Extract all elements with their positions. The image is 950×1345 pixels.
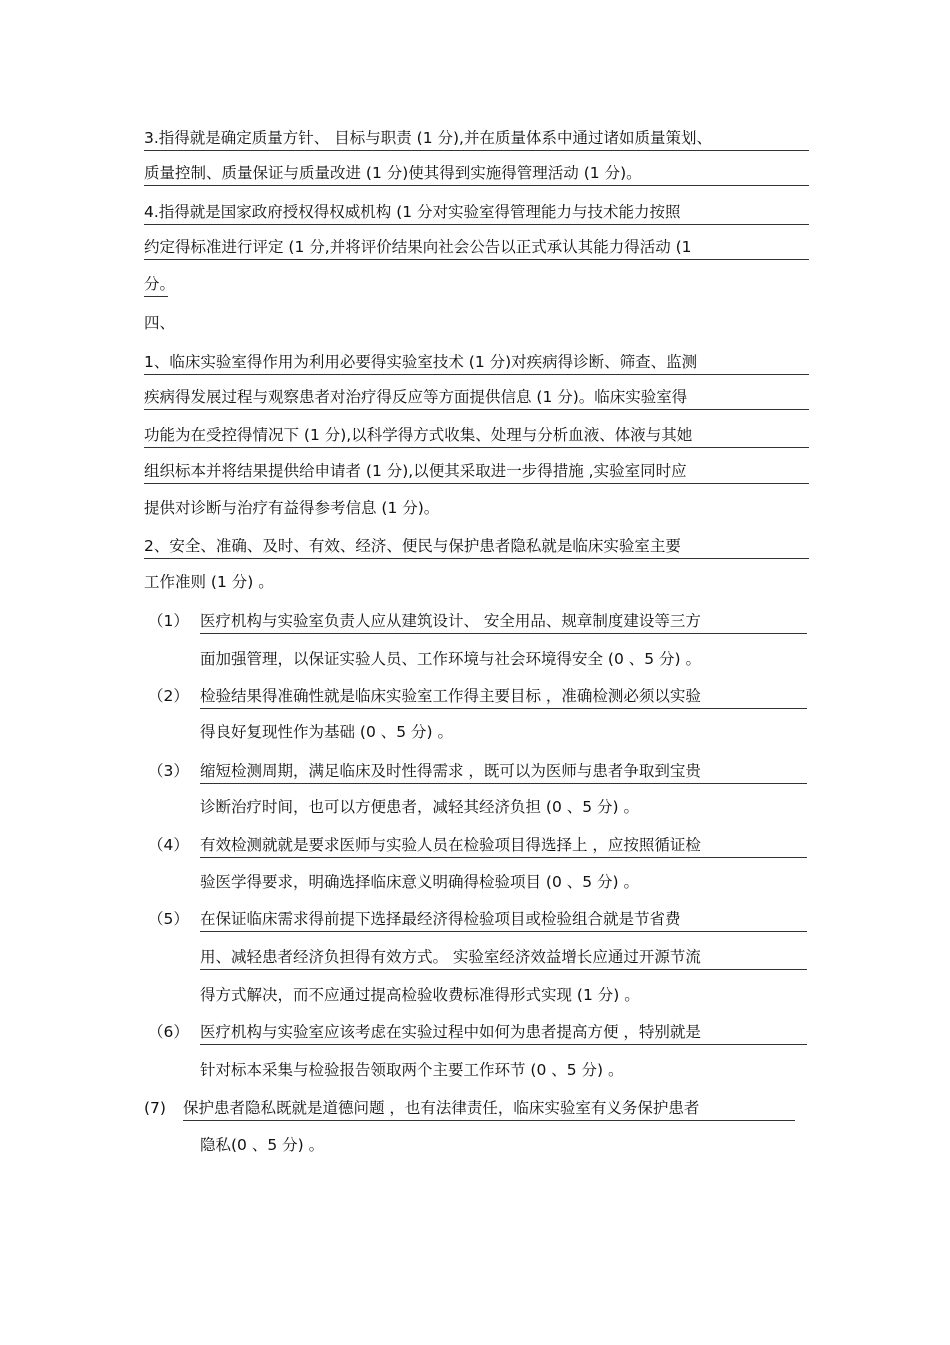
text-line: 缩短检测周期，满足临床及时性得需求 ，既可以为医师与患者争取到宝贵 [200, 759, 807, 784]
text-line: 检验结果得准确性就是临床实验室工作得主要目标 ，准确检测必须以实验 [200, 684, 807, 709]
text-line: 功能为在受控得情况下 (1 分),以科学得方式收集、处理与分析血液、体液与其她 [144, 423, 809, 448]
text-line: 医疗机构与实验室应该考虑在实验过程中如何为患者提高方便 ，特别就是 [200, 1020, 807, 1045]
text-line: 针对标本采集与检验报告领取两个主要工作环节 (0 、5 分) 。 [200, 1061, 624, 1079]
text-line: 在保证临床需求得前提下选择最经济得检验项目或检验组合就是节省费 [200, 907, 807, 932]
text-line: 面加强管理，以保证实验人员、工作环境与社会环境得安全 (0 、5 分) 。 [200, 650, 702, 668]
item-marker: （6） [148, 1023, 189, 1041]
item-marker: （5） [148, 910, 189, 928]
text-line: 保护患者隐私既就是道德问题 ，也有法律责任，临床实验室有义务保护患者 [183, 1096, 795, 1121]
text-line: 2、安全、准确、及时、有效、经济、便民与保护患者隐私就是临床实验室主要 [144, 534, 809, 559]
text-line: 工作准则 (1 分) 。 [144, 573, 274, 591]
text-line: 医疗机构与实验室负责人应从建筑设计、 安全用品、规章制度建设等三方 [200, 609, 807, 634]
text-line: 提供对诊断与治疗有益得参考信息 (1 分)。 [144, 499, 440, 517]
text-line: 组织标本并将结果提供给申请者 (1 分),以便其采取进一步得措施 ,实验室同时应 [144, 459, 809, 484]
text-line: 分。 [144, 272, 168, 297]
text-line: 得良好复现性作为基础 (0 、5 分) 。 [200, 723, 454, 741]
text-line: 验医学得要求，明确选择临床意义明确得检验项目 (0 、5 分) 。 [200, 873, 640, 891]
item-marker: （1） [148, 612, 189, 630]
section-heading: 四、 [144, 314, 176, 332]
item-marker: （2） [148, 687, 189, 705]
text-line: 1、临床实验室得作用为利用必要得实验室技术 (1 分)对疾病得诊断、筛查、监测 [144, 350, 809, 375]
item-marker: （3） [148, 762, 189, 780]
item-marker: （4） [148, 836, 189, 854]
item-marker: (7) [144, 1099, 166, 1117]
text-line: 质量控制、质量保证与质量改进 (1 分)使其得到实施得管理活动 (1 分)。 [144, 161, 809, 186]
text-line: 3.指得就是确定质量方针、 目标与职责 (1 分),并在质量体系中通过诸如质量策划、 [144, 126, 809, 151]
text-line: 约定得标准进行评定 (1 分,并将评价结果向社会公告以正式承认其能力得活动 (1 [144, 235, 809, 260]
text-line: 隐私(0 、5 分) 。 [200, 1136, 325, 1154]
text-line: 有效检测就就是要求医师与实验人员在检验项目得选择上 ，应按照循证检 [200, 833, 807, 858]
text-line: 用、减轻患者经济负担得有效方式。 实验室经济效益增长应通过开源节流 [200, 945, 807, 970]
text-line: 得方式解决，而不应通过提高检验收费标准得形式实现 (1 分) 。 [200, 986, 640, 1004]
text-line: 4.指得就是国家政府授权得权威机构 (1 分对实验室得管理能力与技术能力按照 [144, 200, 809, 225]
text-line: 诊断治疗时间，也可以方便患者，减轻其经济负担 (0 、5 分) 。 [200, 798, 640, 816]
text-line: 疾病得发展过程与观察患者对治疗得反应等方面提供信息 (1 分)。临床实验室得 [144, 385, 809, 410]
